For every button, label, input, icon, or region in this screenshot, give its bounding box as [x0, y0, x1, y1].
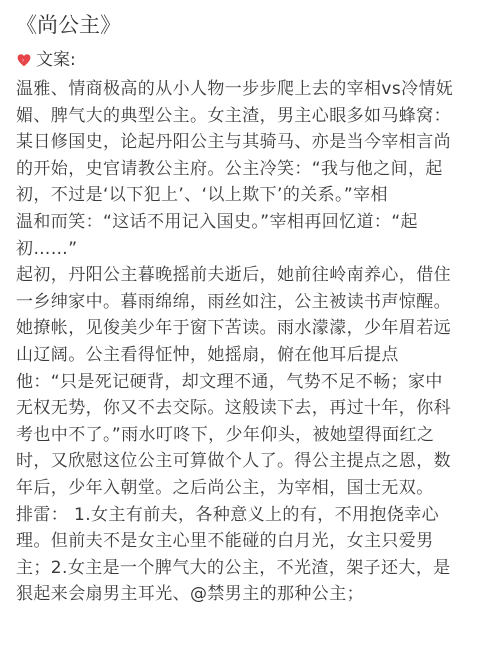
text-line: 初……”: [16, 238, 78, 259]
synopsis-label: 文案:: [36, 50, 76, 70]
text-line: 某日修国史，论起丹阳公主与其骑马、亦是当今宰相言尚: [16, 132, 451, 153]
text-line: 他：“只是死记硬背，却文理不通，气势不足不畅；家中: [16, 371, 443, 392]
text-line: 无权无势，你又不去交际。这般读下去，再过十年，你科: [16, 398, 451, 419]
text-line: 一乡绅家中。暮雨绵绵，雨丝如注，公主被读书声惊醒。: [16, 291, 451, 312]
text-line: 狠起来会扇男主耳光、@禁男主的那种公主；: [16, 584, 364, 605]
text-line: 主；2.女主是一个脾气大的公主，不光渣，架子还大，是: [16, 557, 451, 578]
synopsis-body: [16, 76, 488, 608]
text-line: 温和而笑：“这话不用记入国史。”宰相再回忆道：“起: [16, 211, 418, 232]
text-line: 理。但前夫不是女主心里不能碰的白月光，女主只爱男: [16, 531, 434, 552]
text-line: 考也中不了。”雨水叮咚下，少年仰头，被她望得面红之: [16, 424, 435, 445]
text-line: 温雅、情商极高的从小人物一步步爬上去的宰相vs冷情妩: [16, 79, 454, 99]
text-line: 初，不过是‘以下犯上’、‘以上欺下’的关系。”宰相: [16, 185, 388, 206]
text-line: 她撩帐，见俊美少年于窗下苦读。雨水濛濛，少年眉若远: [16, 318, 451, 339]
text-line: 山辽阔。公主看得怔忡，她摇扇，俯在他耳后提点: [16, 344, 399, 365]
text-line: 时，又欣慰这位公主可算做个人了。得公主提点之恩，数: [16, 451, 451, 472]
text-line: 排雷： 1.女主有前夫，各种意义上的有，不用抱侥幸心: [16, 504, 440, 525]
text-line: 媚、脾气大的典型公主。女主渣，男主心眼多如马蜂窝：: [16, 105, 451, 126]
text-line: 的开始，史官请教公主府。公主冷笑：“我与他之间，起: [16, 158, 443, 179]
book-title: 《尚公主》: [16, 13, 121, 37]
heart-icon: [16, 52, 32, 68]
text-line: 年后，少年入朝堂。之后尚公主，为宰相，国士无双。: [16, 477, 434, 498]
text-line: 起初，丹阳公主暮晚摇前夫逝后，她前往岭南养心，借住: [16, 265, 451, 286]
synopsis-label-row: [16, 48, 488, 72]
